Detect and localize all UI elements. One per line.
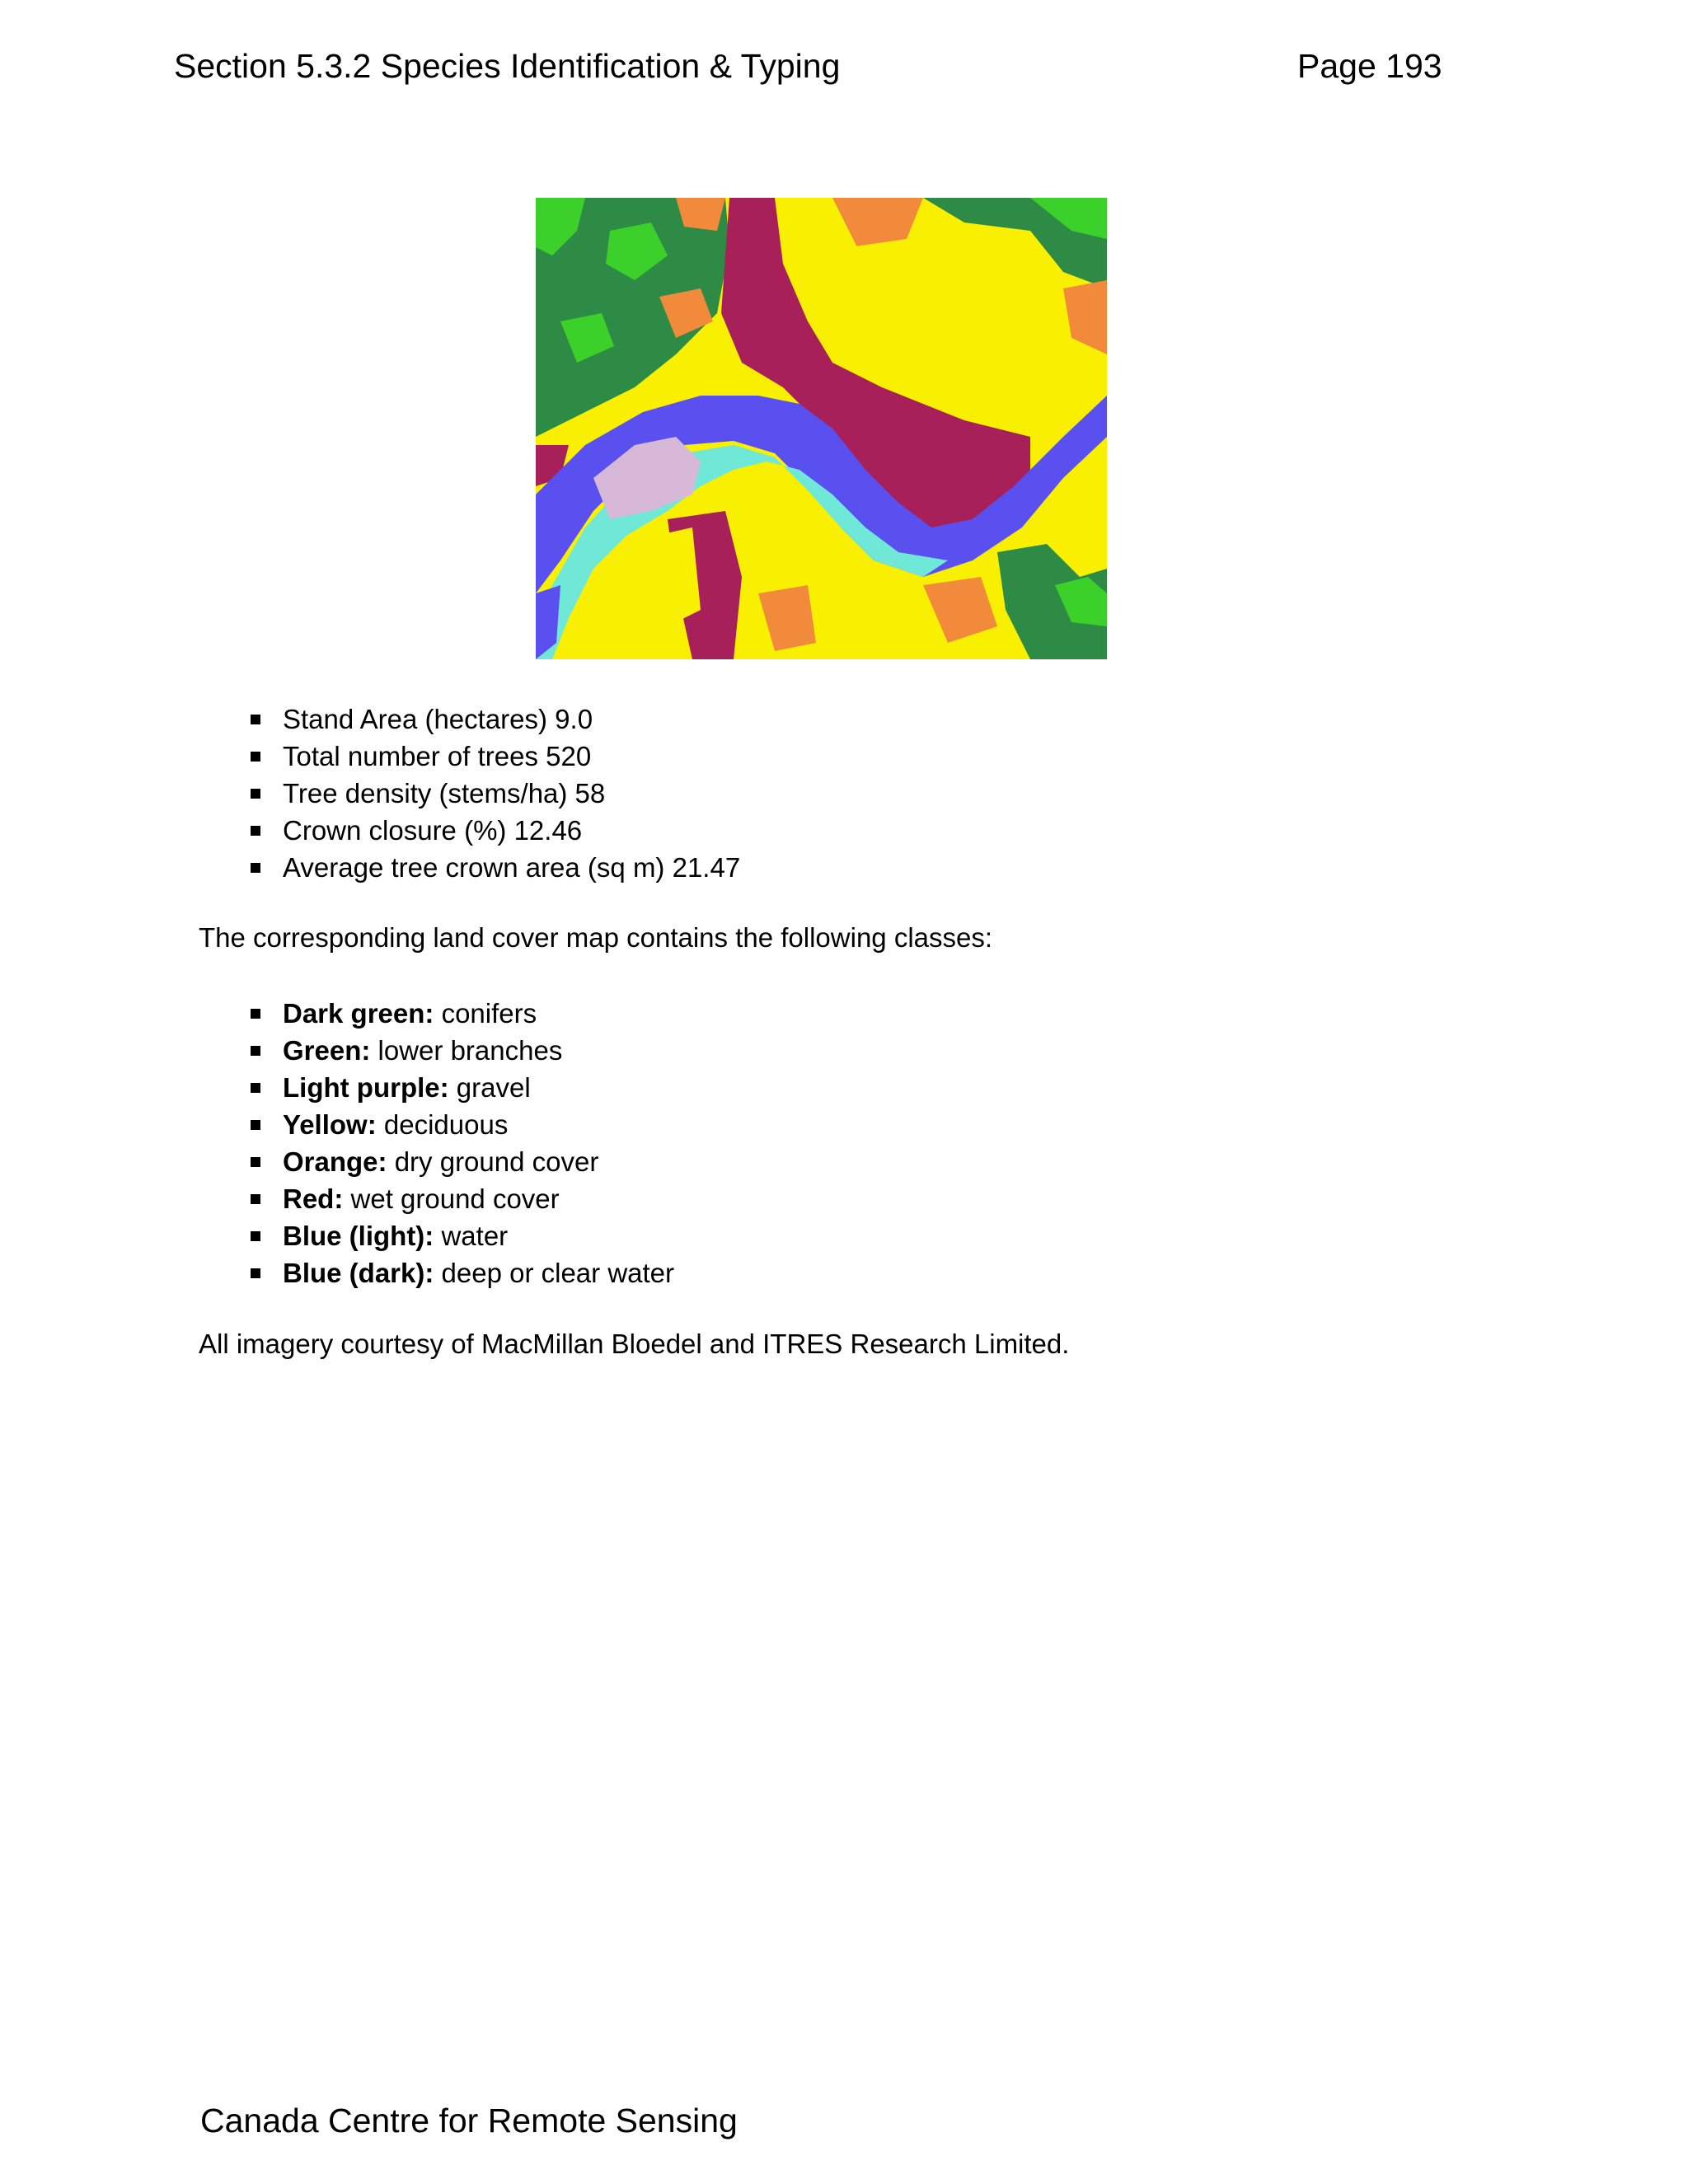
bullet-icon [251,1083,260,1093]
page-number: Page 193 [1297,47,1442,85]
bullet-icon [251,1268,260,1278]
land-cover-classification-icon [536,198,1107,659]
list-item: Total number of trees 520 [247,738,740,775]
class-label: Light purple: [283,1072,449,1103]
list-item [247,1143,674,1180]
class-description: deep or clear water [434,1258,675,1288]
list-item [247,1106,674,1143]
bullet-icon [251,1009,260,1019]
class-label: Blue (light): [283,1221,434,1251]
list-item [247,995,674,1032]
bullet-icon [251,715,260,724]
class-label: Green: [283,1035,371,1066]
bullet-icon [251,826,260,836]
land-cover-map-image [536,198,1107,659]
list-item [247,1069,674,1106]
class-description: water [434,1221,509,1251]
list-item: Stand Area (hectares) 9.0 [247,701,740,738]
bullet-icon [251,789,260,799]
list-item [247,1180,674,1217]
bullet-icon [251,1120,260,1130]
bullet-icon [251,863,260,873]
list-item [247,1254,674,1291]
list-item: Tree density (stems/ha) 58 [247,775,740,812]
stand-statistics-list [247,701,740,886]
class-description: conifers [434,998,537,1029]
class-label: Orange: [283,1146,387,1177]
class-description: wet ground cover [343,1183,560,1214]
class-description: dry ground cover [387,1146,599,1177]
intro-paragraph: The corresponding land cover map contains the following classes: [199,922,993,953]
class-description: lower branches [370,1035,563,1066]
bullet-icon [251,1194,260,1204]
class-description: gravel [448,1072,531,1103]
class-label: Red: [283,1183,344,1214]
class-description: deciduous [376,1109,509,1140]
list-item [247,1032,674,1069]
footer-organization: Canada Centre for Remote Sensing [200,2102,738,2139]
imagery-credit: All imagery courtesy of MacMillan Bloedel and ITRES Research Limited. [199,1329,1070,1359]
list-item: Crown closure (%) 12.46 [247,812,740,849]
class-label: Dark green: [283,998,434,1029]
bullet-icon [251,1157,260,1167]
bullet-icon [251,1046,260,1056]
list-item [247,1217,674,1254]
list-item: Average tree crown area (sq m) 21.47 [247,849,740,886]
section-title: Section 5.3.2 Species Identification & Typing [174,47,841,85]
class-label: Yellow: [283,1109,377,1140]
bullet-icon [251,1231,260,1241]
class-label: Blue (dark): [283,1258,434,1288]
land-cover-classes-list [247,995,674,1291]
bullet-icon [251,752,260,762]
